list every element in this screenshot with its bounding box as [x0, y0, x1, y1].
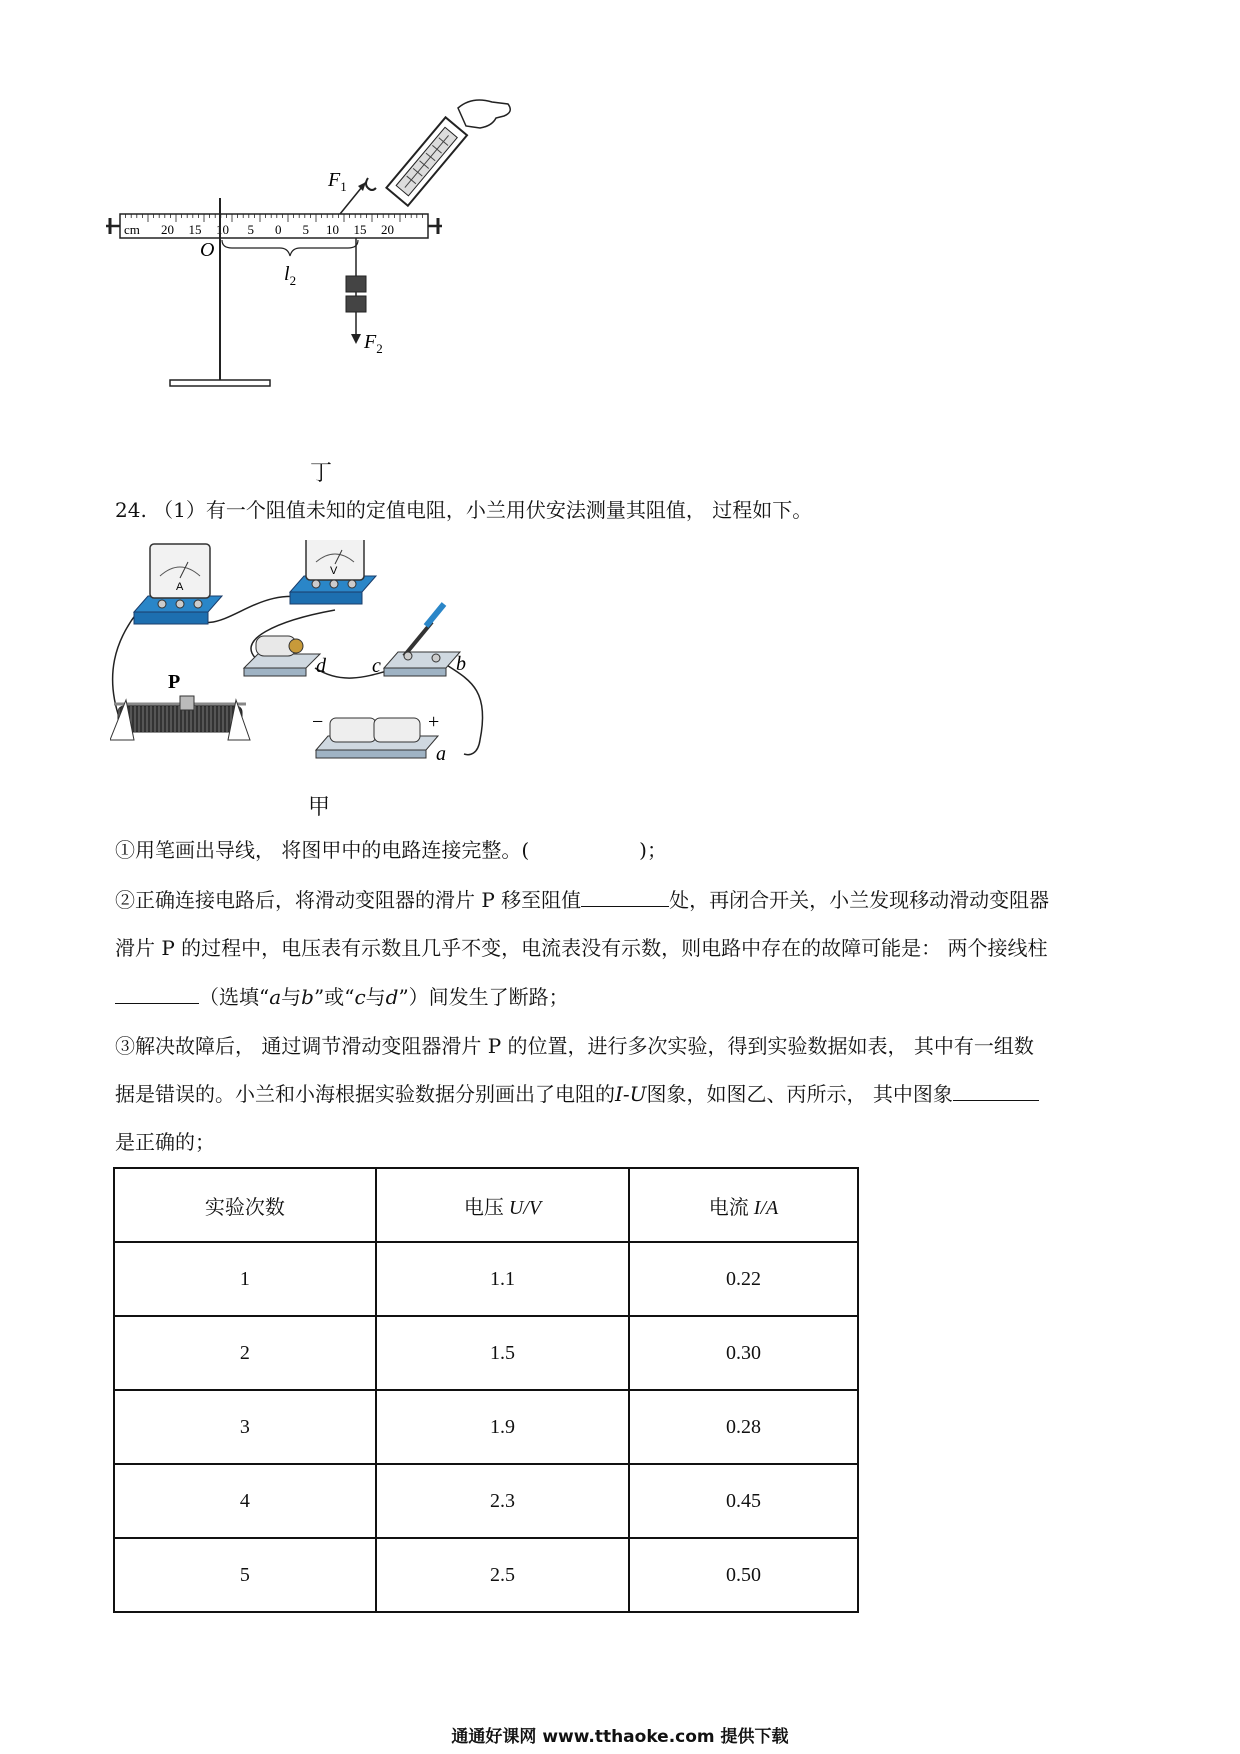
- question-number: 24.: [115, 498, 147, 522]
- table-cell: 2: [114, 1316, 376, 1390]
- ruler-tick-label: 10: [326, 222, 339, 237]
- resistor: [244, 636, 327, 677]
- force2-arrowhead: [351, 334, 361, 344]
- weight-1: [346, 276, 366, 292]
- table-cell: 0.22: [629, 1242, 858, 1316]
- blank-2a[interactable]: [581, 886, 669, 907]
- table-row: [114, 1464, 858, 1538]
- battery: [312, 711, 446, 765]
- terminal-a: a: [436, 743, 446, 765]
- table-cell: 5: [114, 1538, 376, 1612]
- rheostat: [110, 671, 250, 740]
- blank-2b[interactable]: [115, 983, 199, 1004]
- table-cell: 0.28: [629, 1390, 858, 1464]
- figure-jia-caption: 甲: [308, 795, 331, 820]
- table-header-row: [114, 1168, 858, 1242]
- weight-2: [346, 296, 366, 312]
- ruler-tick-label: 20: [161, 222, 174, 237]
- ruler-tick-label: 0: [275, 222, 282, 237]
- hand-icon: [458, 100, 510, 128]
- voltmeter: [290, 540, 376, 604]
- wire: [445, 664, 483, 755]
- hook-icon: [366, 178, 376, 190]
- switch: [372, 604, 466, 677]
- terminal-d: d: [316, 655, 326, 677]
- table-header-cell: 电流 I/A: [629, 1168, 858, 1242]
- blank-3[interactable]: [953, 1080, 1039, 1101]
- page-footer: 通通好课网 www.tthaoke.com 提供下载: [451, 1727, 789, 1747]
- table-row: [114, 1538, 858, 1612]
- table-row: [114, 1316, 858, 1390]
- battery-minus: −: [312, 711, 324, 733]
- spring-scale: [386, 117, 467, 205]
- table-cell: 0.45: [629, 1464, 858, 1538]
- step-3-line1: ③解决故障后， 通过调节滑动变阻器滑片 P 的位置，进行多次实验，得到实验数据如表， 其中有一组数: [115, 1034, 1034, 1058]
- ruler-tick-labels: [161, 222, 394, 237]
- terminal-c: c: [372, 655, 381, 677]
- table-cell: 1.9: [376, 1390, 629, 1464]
- table-header-cell: 电压 U/V: [376, 1168, 629, 1242]
- stand-base: [170, 380, 270, 386]
- terminal-b: b: [456, 653, 466, 675]
- pivot-label: O: [200, 239, 215, 261]
- step-2-line1: ②正确连接电路后，将滑动变阻器的滑片 P 移至阻值 处，再闭合开关，小兰发现移动滑动变阻器: [115, 888, 1050, 912]
- table-cell: 2.3: [376, 1464, 629, 1538]
- ruler-tick-label: 10: [216, 222, 229, 237]
- arm-brace: [222, 240, 358, 256]
- voltmeter-label: V: [330, 565, 338, 577]
- ruler-tick-label: 15: [353, 222, 367, 237]
- table-cell: 4: [114, 1464, 376, 1538]
- table-cell: 0.30: [629, 1316, 858, 1390]
- step-3-line3: 是正确的；: [115, 1130, 215, 1154]
- table-cell: 1.1: [376, 1242, 629, 1316]
- step-1: ①用笔画出导线， 将图甲中的电路连接完整。( )；: [115, 838, 667, 862]
- table-cell: 3: [114, 1390, 376, 1464]
- table-header-cell: 实验次数: [114, 1168, 376, 1242]
- ammeter: [134, 544, 222, 624]
- rheostat-label: P: [168, 671, 181, 693]
- table-cell: 1: [114, 1242, 376, 1316]
- table-row: [114, 1390, 858, 1464]
- battery-plus: +: [428, 711, 440, 733]
- question-intro-text: （1）有一个阻值未知的定值电阻，小兰用伏安法测量其阻值， 过程如下。: [153, 498, 813, 522]
- table-cell: 2.5: [376, 1538, 629, 1612]
- ruler-tick-label: 20: [381, 222, 394, 237]
- force1-label: $F_1$: [328, 169, 347, 194]
- circuit-figure: [110, 540, 540, 790]
- step-2-line3: （选填“a与b”或“c与d”）间发生了断路；: [115, 983, 1135, 1011]
- ammeter-label: A: [176, 581, 184, 593]
- table-cell: 0.50: [629, 1538, 858, 1612]
- data-table: [113, 1167, 859, 1613]
- figure-ding-caption: 丁: [310, 461, 333, 486]
- arm-label: $l_2$: [284, 263, 297, 288]
- step-2-line2: 滑片 P 的过程中，电压表有示数且几乎不变，电流表没有示数，则电路中存在的故障可能是： 两个接线柱: [115, 936, 1048, 960]
- ruler-tick-label: 15: [188, 222, 202, 237]
- step-3-line2: 据是错误的。小兰和小海根据实验数据分别画出了电阻的I-U图象，如图乙、丙所示， 其中图象: [115, 1080, 1135, 1108]
- table-cell: 1.5: [376, 1316, 629, 1390]
- question-intro: [115, 496, 1135, 524]
- table-row: [114, 1242, 858, 1316]
- ruler-tick-label: 5: [247, 222, 254, 237]
- lever-figure: [100, 90, 520, 490]
- ruler-unit: cm: [124, 222, 140, 237]
- force2-label: $F_2$: [364, 331, 383, 356]
- ruler-tick-label: 5: [302, 222, 309, 237]
